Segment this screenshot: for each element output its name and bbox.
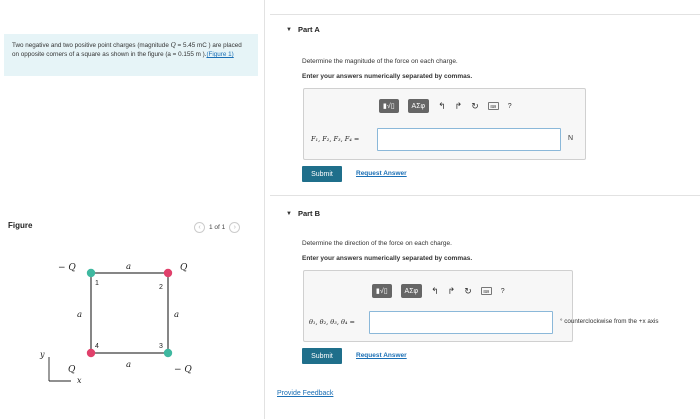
caret-down-icon: ▼ bbox=[286, 210, 292, 217]
label-side-top: a bbox=[126, 262, 132, 272]
part-a-title: Part A bbox=[297, 25, 320, 34]
figure-link[interactable]: (Figure 1) bbox=[206, 51, 234, 58]
undo-icon[interactable]: ↰ bbox=[431, 285, 439, 296]
corner-number-3: 3 bbox=[159, 343, 163, 350]
figure-heading: Figure bbox=[8, 221, 33, 230]
symbols-button[interactable]: ΑΣφ bbox=[401, 284, 423, 298]
keyboard-icon[interactable]: ⌨ bbox=[481, 287, 492, 295]
caret-down-icon: ▼ bbox=[286, 26, 292, 33]
redo-icon[interactable]: ↱ bbox=[447, 285, 456, 296]
reset-icon[interactable]: ↻ bbox=[471, 100, 479, 111]
problem-statement bbox=[4, 34, 258, 76]
label-top-right-charge: Q bbox=[180, 263, 188, 273]
reset-icon[interactable]: ↻ bbox=[464, 285, 472, 296]
square-outline bbox=[91, 273, 168, 353]
pager-text: 1 of 1 bbox=[209, 224, 226, 231]
label-top-left-charge: − Q bbox=[58, 263, 76, 273]
part-b-variables: θ₁, θ₂, θ₃, θ₄ = bbox=[309, 318, 355, 326]
chevron-right-icon[interactable]: › bbox=[229, 222, 240, 233]
axis-x-label: x bbox=[77, 376, 82, 385]
part-b-instruction: Enter your answers numerically separated by commas. bbox=[302, 255, 473, 262]
part-divider bbox=[270, 195, 700, 196]
label-bottom-left-charge: Q bbox=[68, 365, 76, 375]
part-b-unit: ° counterclockwise from the +x axis bbox=[560, 318, 659, 325]
part-b-toolbar bbox=[372, 284, 505, 298]
panel-divider bbox=[264, 0, 265, 419]
top-divider bbox=[270, 14, 700, 15]
part-a-unit: N bbox=[568, 135, 574, 142]
problem-text-2: 5.45 mC ) are placed on opposite corners of a square as shown in the figure (a = 0.155 m ). bbox=[12, 42, 242, 58]
part-a-prompt: Determine the magnitude of the force on each charge. bbox=[302, 58, 458, 65]
part-b-submit-button[interactable]: Submit bbox=[302, 348, 342, 364]
corner-number-1: 1 bbox=[95, 280, 99, 287]
charge-top-right bbox=[164, 269, 172, 277]
redo-icon[interactable]: ↱ bbox=[454, 100, 463, 111]
symbols-button[interactable]: ΑΣφ bbox=[408, 99, 430, 113]
part-a-submit-button[interactable]: Submit bbox=[302, 166, 342, 182]
part-b-request-answer-link[interactable]: Request Answer bbox=[356, 352, 407, 359]
part-a-instruction: Enter your answers numerically separated by commas. bbox=[302, 73, 473, 80]
charge-top-left bbox=[87, 269, 95, 277]
part-a-toolbar bbox=[379, 99, 512, 113]
problem-eq: = bbox=[175, 42, 183, 49]
label-side-bottom: a bbox=[126, 360, 132, 370]
templates-button[interactable]: ▮√▯ bbox=[379, 99, 399, 113]
templates-button[interactable]: ▮√▯ bbox=[372, 284, 392, 298]
problem-q-symbol: Q bbox=[170, 42, 176, 49]
part-b-answer-input[interactable] bbox=[369, 311, 553, 334]
charge-bottom-right bbox=[164, 349, 172, 357]
part-a-request-answer-link[interactable]: Request Answer bbox=[356, 170, 407, 177]
figure-pager bbox=[194, 222, 240, 233]
corner-number-2: 2 bbox=[159, 284, 163, 291]
help-icon[interactable]: ? bbox=[507, 102, 512, 110]
provide-feedback-link[interactable]: Provide Feedback bbox=[277, 390, 334, 397]
axis-y-label: y bbox=[40, 350, 45, 359]
part-a-answer-input[interactable] bbox=[377, 128, 561, 151]
label-side-right: a bbox=[174, 310, 180, 320]
part-b-header[interactable] bbox=[286, 209, 320, 218]
label-side-left: a bbox=[77, 310, 83, 320]
corner-number-4: 4 bbox=[95, 343, 99, 350]
help-icon[interactable]: ? bbox=[500, 287, 505, 295]
problem-text-1: Two negative and two positive point charges (magnitude bbox=[12, 42, 171, 49]
label-bottom-right-charge: − Q bbox=[174, 365, 192, 375]
part-a-header[interactable] bbox=[286, 25, 320, 34]
part-b-title: Part B bbox=[297, 209, 321, 218]
charge-square-figure bbox=[0, 240, 262, 419]
left-panel bbox=[0, 0, 262, 419]
part-b-prompt: Determine the direction of the force on each charge. bbox=[302, 240, 452, 247]
charge-bottom-left bbox=[87, 349, 95, 357]
keyboard-icon[interactable]: ⌨ bbox=[488, 102, 499, 110]
chevron-left-icon[interactable]: ‹ bbox=[194, 222, 205, 233]
undo-icon[interactable]: ↰ bbox=[438, 100, 446, 111]
part-a-variables: F₁, F₂, F₃, F₄ = bbox=[311, 135, 360, 143]
